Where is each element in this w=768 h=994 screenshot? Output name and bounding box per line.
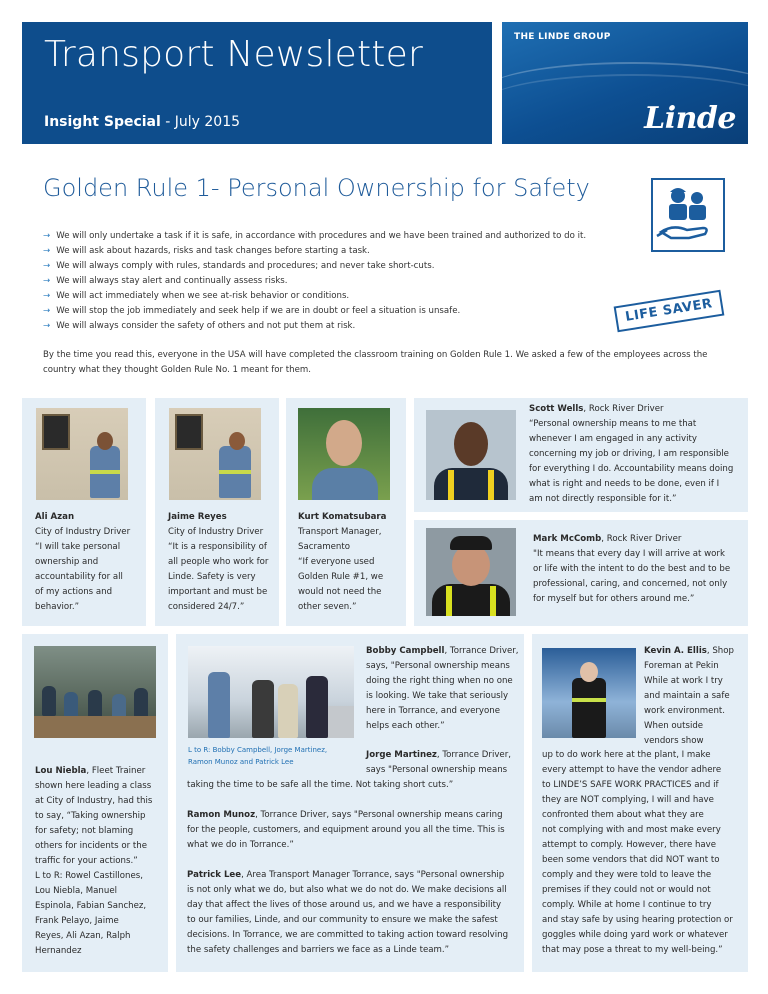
photo-mark-mccomb <box>426 528 516 616</box>
quote-jaime-reyes: Jaime Reyes City of Industry Driver “It is a responsibility of all people who work for Linde. Safety is very important and must be considered 24/7.” <box>168 512 269 612</box>
arrow-icon: → <box>43 291 51 301</box>
quote-mark-mccomb: Mark McComb, Rock River Driver "It means that every day I will arrive at work or life with the intent to do the best and to be professional, caring, and concerned, not only for myself but for others around me.” <box>533 534 731 604</box>
quote-kurt-komatsubara: Kurt Komatsubara Transport Manager, Sacramento “If everyone used Golden Rule #1, we would not need the other seven.” <box>298 512 387 612</box>
photo-kurt-komatsubara <box>298 408 390 500</box>
card-kurt-komatsubara <box>286 398 406 626</box>
rule-item: → We will stop the job immediately and seek help if we are in doubt or feel a situation is unsafe. <box>43 306 461 316</box>
linde-brand-panel <box>502 22 748 144</box>
personal-ownership-icon <box>651 178 725 252</box>
life-saver-stamp: LIFE SAVER <box>614 290 725 333</box>
photo-torrance-team <box>188 646 354 738</box>
rule-item: → We will ask about hazards, risks and task changes before starting a task. <box>43 246 370 256</box>
arrow-icon: → <box>43 276 51 286</box>
photo-caption: L to R: Bobby Campbell, Jorge Martinez, Ramon Munoz and Patrick Lee <box>188 746 328 766</box>
arrow-icon: → <box>43 246 51 256</box>
page-headline: Golden Rule 1- Personal Ownership for Safety <box>43 174 590 202</box>
newsletter-banner <box>22 22 492 144</box>
arrow-icon: → <box>43 306 51 316</box>
photo-scott-wells <box>426 410 516 500</box>
quote-lou-niebla: Lou Niebla, Fleet Trainer shown here leading a class at City of Industry, had this to say, “Taking ownership for safety; not blaming others for incidents or the traffic for your actions.” L to R: Rowel Castillones, Lou Niebla, Manuel Espinola, Fabian Sanchez, Frank Pelayo, Jaime Reyes, Ali Azan, Ralph Hernandez <box>35 766 153 956</box>
rule-item: → We will always consider the safety of others and not put them at risk. <box>43 321 356 331</box>
card-torrance-team: L to R: Bobby Campbell, Jorge Martinez, Ramon Munoz and Patrick Lee Bobby Campbell, Torrance Driver, says, "Personal ownership means doing the right thing when no one is looking. We take that seriously here in Torrance, and everyone helps each other.” Jorge Martinez, Torrance Driver, says "Personal ownership means taking the time to be safe all the time. Not taking short cuts.” Ramon Munoz, Torrance Driver, says "Personal ownership means caring for the people, customers, and equipment around you all the time. This is what we do in Torrance.” Patrick Lee, Area Transport Manager Torrance, says "Personal ownership is not only what we do, but also what we do not do. We make decisions all day that affect the lives of those around us, and we have a responsibility to our families, Linde, and our community to ensure we make the safest decisions. In Torrance, we are committed to taking action toward resolving the safety challenges and barriers we face as a Linde team.” <box>176 634 524 972</box>
card-jaime-reyes <box>155 398 279 626</box>
rule-item: → We will only undertake a task if it is safe, in accordance with procedures and we have been trained and authorized to do it. <box>43 231 587 241</box>
quote-ali-azan: Ali Azan City of Industry Driver “I will take personal ownership and accountability for all of my actions and behavior.” <box>35 512 131 612</box>
quote-scott-wells: Scott Wells, Rock River Driver “Personal ownership means to me that whenever I am engaged in any activity concerning my job or driving, I am responsible for everything I do. Accountability means doing what is right and needs to be done, even if I am not directly responsible for it.” <box>529 404 734 504</box>
name-jorge-martinez: Jorge Martinez <box>366 750 437 760</box>
rules-list <box>43 229 586 334</box>
quote-patrick-lee: Patrick Lee, Area Transport Manager Torrance, says "Personal ownership is not only what we do, but also what we do not do. We make decisions all day that affect the lives of those around us, and we have a responsibility to our families, Linde, and our community to ensure we make the safest decisions. In Torrance, we are committed to taking action toward resolving the safety challenges and barriers we face as a Linde team.” <box>187 870 509 955</box>
card-kevin-ellis <box>532 634 748 972</box>
photo-ali-azan <box>36 408 128 500</box>
quote-kevin-ellis-side: Kevin A. Ellis, Shop Foreman at Pekin While at work I try and maintain a safe work environment. When outside vendors show <box>644 646 734 746</box>
photo-kevin-ellis <box>542 648 636 738</box>
photo-classroom <box>34 646 156 738</box>
name-lou-niebla: Lou Niebla <box>35 766 87 776</box>
rule-item: → We will always comply with rules, standards and procedures; and never take short-cuts. <box>43 261 435 271</box>
name-patrick-lee: Patrick Lee <box>187 870 242 880</box>
newsletter-subtitle <box>44 114 240 130</box>
arrow-icon: → <box>43 321 51 331</box>
rule-item: → We will always stay alert and continually assess risks. <box>43 276 288 286</box>
card-ali-azan <box>22 398 146 626</box>
intro-paragraph: By the time you read this, everyone in the USA will have completed the classroom training on Golden Rule 1. We asked a few of the employees across the country what they thought Golden Rule No. 1 meant for them. <box>43 350 708 375</box>
card-scott-wells <box>414 398 748 512</box>
photo-jaime-reyes <box>169 408 261 500</box>
card-mark-mccomb <box>414 520 748 626</box>
newsletter-title: Transport Newsletter <box>44 34 423 75</box>
name-ramon-munoz: Ramon Munoz <box>187 810 256 820</box>
quote-jorge-martinez: Jorge Martinez, Torrance Driver, says "Personal ownership means <box>366 750 511 775</box>
subtitle-bold: Insight Special <box>44 114 161 130</box>
subtitle-date: - July 2015 <box>160 114 241 130</box>
arrow-icon: → <box>43 261 51 271</box>
quote-kevin-ellis: up to do work here at the plant, I make every attempt to have the vendor adhere to LINDE’S SAFE WORK PRACTICES and if they are NOT complying, I will and have confronted them about what they are not complying with and most make every attempt to comply. However, there have been some vendors that did NOT want to comply and they were told to leave the premises if they could not or would not comply. While at home I continue to try and stay safe by using hearing protection or goggles while doing yard work or whatever that may pose a threat to my well-being.” <box>542 750 733 955</box>
name-mark-mccomb: Mark McComb <box>533 534 602 544</box>
name-kevin-ellis: Kevin A. Ellis <box>644 646 707 656</box>
rule-item: → We will act immediately when we see at-risk behavior or conditions. <box>43 291 350 301</box>
linde-logo: Linde <box>644 101 736 136</box>
quote-bobby-campbell: Bobby Campbell, Torrance Driver, says, "Personal ownership means doing the right thing when no one is looking. We take that seriously here in Torrance, and everyone helps each other.” <box>366 646 519 731</box>
name-bobby-campbell: Bobby Campbell <box>366 646 445 656</box>
card-lou-niebla <box>22 634 168 972</box>
linde-group-label: THE LINDE GROUP <box>514 32 611 42</box>
quote-ramon-munoz: Ramon Munoz, Torrance Driver, says "Personal ownership means caring for the people, customers, and equipment around you all the time. This is what we do in Torrance.” <box>187 810 505 850</box>
name-scott-wells: Scott Wells <box>529 404 584 414</box>
arrow-icon: → <box>43 231 51 241</box>
